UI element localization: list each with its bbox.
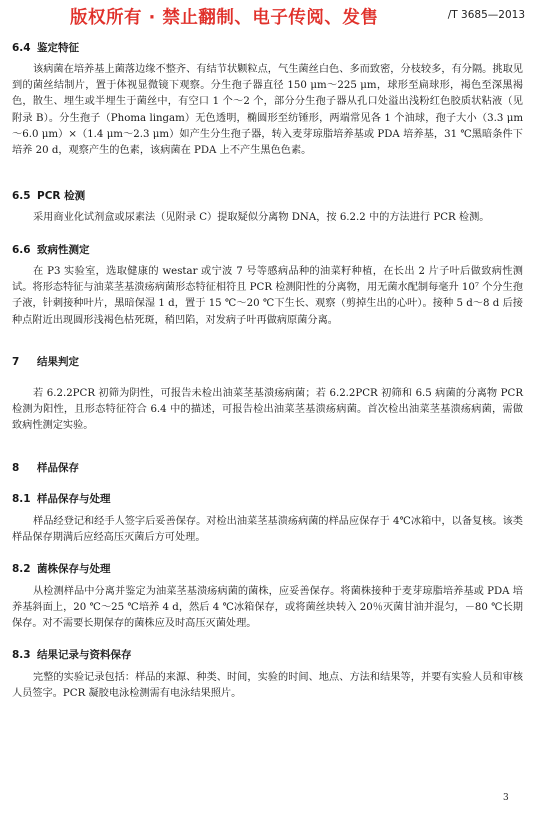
section-number: 8.2 bbox=[12, 563, 31, 575]
paragraph-records: 完整的实验记录包括：样品的来源、种类、时间，实验的时间、地点、方法和结果等，并要有实验人员和审核人员签字。PCR 凝胶电泳检测需有电泳结果照片。 bbox=[12, 672, 523, 700]
section-number: 7 bbox=[12, 356, 20, 368]
section-heading-8-3 bbox=[12, 647, 132, 662]
section-number: 8.3 bbox=[12, 649, 31, 661]
section-number: 8 bbox=[12, 462, 20, 474]
paragraph-strain-storage: 从检测样品中分离并鉴定为油菜茎基溃疡病菌的菌株，应妥善保存。将菌株接种于麦芽琼脂培养基或 PDA 培养基斜面上，20 ℃～25 ℃培养 4 d，然后 4 ℃冰箱保存，或将菌丝块转入 20％灭菌甘油并混匀，－80 ℃长期保存。对不需要长期保存的菌株应及时高压灭菌处理。 bbox=[12, 586, 523, 630]
section-title: 菌株保存与处理 bbox=[37, 563, 111, 575]
section-title: 样品保存与处理 bbox=[37, 493, 111, 505]
page-number: 3 bbox=[503, 793, 509, 803]
section-heading-6-5 bbox=[12, 188, 85, 203]
section-number: 6.5 bbox=[12, 190, 31, 202]
paragraph-sample-storage: 样品经登记和经手人签字后妥善保存。对检出油菜茎基溃疡病菌的样品应保存于 4℃冰箱中，以备复核。该类样品保存期满后应经高压灭菌后方可处理。 bbox=[12, 516, 523, 544]
paragraph-pathogenicity: 在 P3 实验室，选取健康的 westar 或宁波 7 号等感病品种的油菜籽种植，在长出 2 片子叶后做致病性测试。将形态特征与油菜茎基溃疡病菌形态特征相符且 PCR 检测阳性的分离物，用无菌水配制每毫升 10⁷ 个分生孢子液，针刺接种叶片，黑暗保湿 1 d，置于 15 ℃～20 ℃下生长、观察（剪掉生出的心叶）。接种 5 d～8 d 后接种点附近出现圆形浅褐色枯死斑，稍凹陷，对发病子叶再做病原菌分离。 bbox=[12, 266, 523, 326]
section-heading-7 bbox=[12, 354, 79, 369]
section-heading-6-6 bbox=[12, 242, 90, 257]
section-heading-6-4 bbox=[12, 40, 79, 55]
section-title: 结果判定 bbox=[37, 356, 79, 368]
section-heading-8-2 bbox=[12, 561, 111, 576]
section-heading-8 bbox=[12, 460, 79, 475]
section-number: 8.1 bbox=[12, 493, 31, 505]
paragraph-identification: 该病菌在培养基上菌落边缘不整齐、有结节状颗粒点，气生菌丝白色、多而致密，分枝较多，有分隔。挑取见到的菌丝结制片，置于体视显微镜下观察。分生孢子器直径 150 μm～225 μm，球形至扁球形，褐色至深黑褐色，散生、埋生或半埋生于菌丝中，有空口 1 个～2 个，部分分生孢子器从孔口处溢出浅粉红色胶质状粘液（见附录 B）。分生孢子（Phoma lingam）无色透明，椭圆形至纺锤形，两端常见各 1 个油球，孢子大小（3.3 μm～6.0 μm）×（1.4 μm～2.3 μm）如产生分生孢子器，转入麦芽琼脂培养基或 PDA 培养基，31 ℃黑暗条件下培养 20 d，观察产生的色素，该病菌在 PDA 上不产生黑色色素。 bbox=[12, 64, 523, 157]
section-heading-8-1 bbox=[12, 491, 111, 506]
section-title: 样品保存 bbox=[37, 462, 79, 474]
section-title: 鉴定特征 bbox=[37, 42, 79, 54]
section-number: 6.4 bbox=[12, 42, 31, 54]
paragraph-result: 若 6.2.2PCR 初筛为阴性，可报告未检出油菜茎基溃疡病菌；若 6.2.2PCR 初筛和 6.5 病菌的分离物 PCR 检测为阳性，且形态特征符合 6.4 中的描述，可报告检出油菜茎基溃疡病菌。首次检出油菜茎基溃疡病菌，需做致病性测定实验。 bbox=[12, 388, 523, 432]
section-title: 结果记录与资料保存 bbox=[37, 649, 132, 661]
section-title: PCR 检测 bbox=[37, 190, 86, 202]
copyright-watermark: 版权所有 · 禁止翻制、电子传阅、发售 bbox=[70, 8, 379, 28]
standard-code: /T 3685—2013 bbox=[447, 9, 525, 21]
section-number: 6.6 bbox=[12, 244, 31, 256]
section-title: 致病性测定 bbox=[37, 244, 90, 256]
paragraph-pcr: 采用商业化试剂盒或尿素法（见附录 C）提取疑似分离物 DNA，按 6.2.2 中的方法进行 PCR 检测。 bbox=[33, 212, 490, 223]
